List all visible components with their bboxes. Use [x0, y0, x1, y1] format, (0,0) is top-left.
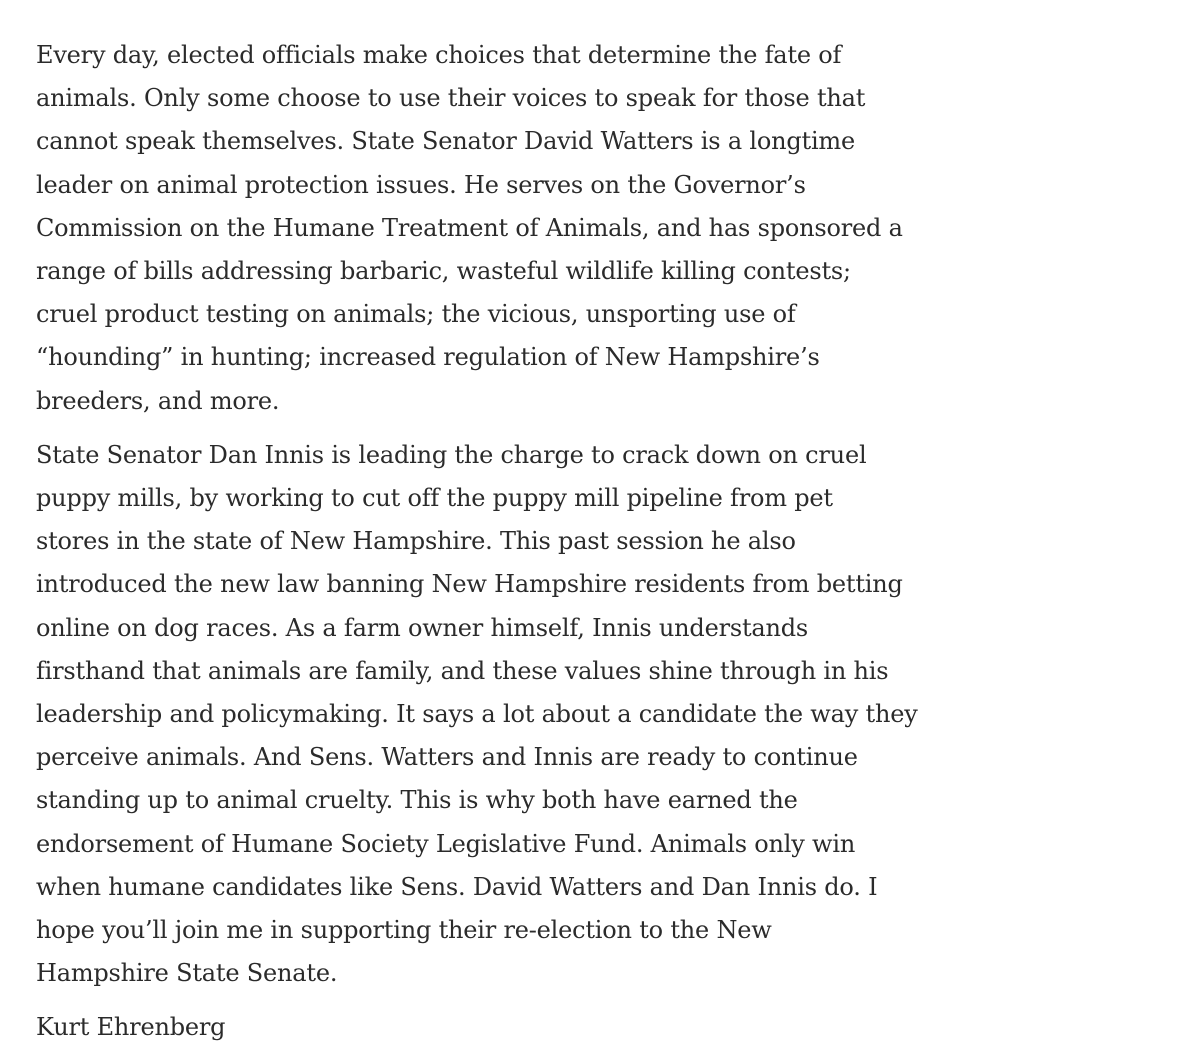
text-line: perceive animals. And Sens. Watters and Innis are ready to continue	[36, 743, 858, 772]
text-line: introduced the new law banning New Hampshire residents from betting	[36, 570, 903, 599]
text-line: animals. Only some choose to use their voices to speak for those that	[36, 84, 866, 113]
text-line: State Senator Dan Innis is leading the charge to crack down on cruel	[36, 440, 867, 469]
text-line: stores in the state of New Hampshire. This past session he also	[36, 527, 796, 556]
paragraph-innis	[36, 434, 1116, 996]
text-line: hope you’ll join me in supporting their re-election to the New	[36, 916, 772, 945]
text-line: leadership and policymaking. It says a lot about a candidate the way they	[36, 700, 918, 729]
text-line: online on dog races. As a farm owner himself, Innis understands	[36, 613, 809, 642]
text-line: puppy mills, by working to cut off the puppy mill pipeline from pet	[36, 484, 833, 513]
text-line: when humane candidates like Sens. David Watters and Dan Innis do. I	[36, 872, 878, 901]
text-line: cruel product testing on animals; the vicious, unsporting use of	[36, 300, 796, 329]
text-line: firsthand that animals are family, and these values shine through in his	[36, 656, 889, 685]
text-line: standing up to animal cruelty. This is why both have earned the	[36, 786, 798, 815]
text-line: leader on animal protection issues. He serves on the Governor’s	[36, 170, 806, 199]
text-line: range of bills addressing barbaric, wasteful wildlife killing contests;	[36, 257, 851, 286]
signature-name: Kurt Ehrenberg	[36, 1013, 226, 1042]
letter-body	[36, 34, 1116, 1050]
text-line: Commission on the Humane Treatment of Animals, and has sponsored a	[36, 213, 903, 242]
text-line: cannot speak themselves. State Senator David Watters is a longtime	[36, 127, 855, 156]
text-line: Hampshire State Senate.	[36, 959, 338, 988]
text-line: “hounding” in hunting; increased regulation of New Hampshire’s	[36, 343, 820, 372]
text-line: endorsement of Humane Society Legislative Fund. Animals only win	[36, 829, 856, 858]
text-line: Every day, elected officials make choices that determine the fate of	[36, 41, 842, 69]
text-line: breeders, and more.	[36, 386, 280, 415]
paragraph-watters	[36, 34, 1116, 423]
